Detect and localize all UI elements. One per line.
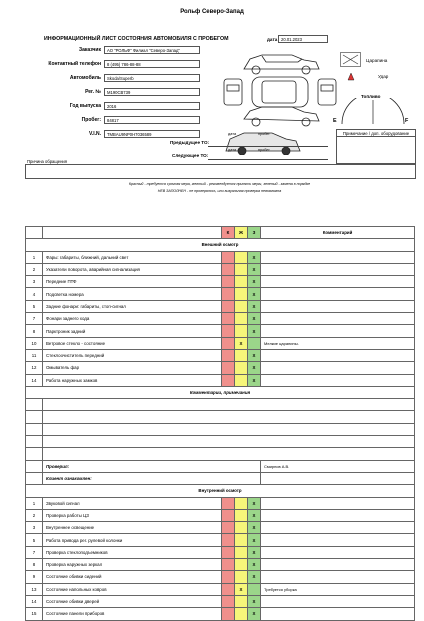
status-cell-g[interactable]	[248, 583, 261, 595]
blank-row	[26, 448, 415, 460]
field-label-4: Год выпуска	[69, 103, 101, 109]
field-value-4[interactable]: 2016	[104, 102, 200, 110]
service-mileage-col: пробег	[258, 132, 270, 136]
status-cell-g[interactable]: X	[248, 608, 261, 620]
row-item-name: Состояние обивки дверей	[43, 595, 222, 607]
row-number: 14	[26, 374, 43, 386]
row-comment[interactable]	[261, 608, 415, 620]
field-label-3: Рег. №	[85, 89, 101, 95]
row-item-name: Внутреннее освещение	[43, 522, 222, 534]
status-cell-y[interactable]: X	[235, 337, 248, 349]
table-row	[26, 534, 415, 546]
status-cell-y[interactable]	[235, 497, 248, 509]
prev-service-label: Предыдущее ТО:	[170, 140, 210, 145]
status-cell-g[interactable]	[248, 337, 261, 349]
table-row	[26, 300, 415, 312]
table-row	[26, 509, 415, 521]
row-comment[interactable]	[261, 300, 415, 312]
row-item-name: Звуковой сигнал	[43, 497, 222, 509]
blank-row	[26, 411, 415, 423]
row-comment[interactable]	[261, 374, 415, 386]
dent-icon	[340, 72, 362, 82]
row-item-name: Проверка стеклоподъемников	[43, 546, 222, 558]
status-cell-r[interactable]	[222, 583, 235, 595]
row-item-name: Состояние напольных ковров	[43, 583, 222, 595]
status-cell-r[interactable]	[222, 325, 235, 337]
section-interior	[26, 485, 415, 497]
row-number: 5	[26, 534, 43, 546]
row-comment[interactable]	[261, 276, 415, 288]
row-item-name: Указатели поворота, аварийная сигнализация	[43, 263, 222, 275]
row-comment[interactable]	[261, 509, 415, 521]
row-comment[interactable]	[261, 571, 415, 583]
table-row	[26, 546, 415, 558]
section-comments	[26, 386, 415, 398]
row-number: 8	[26, 325, 43, 337]
row-comment[interactable]	[261, 497, 415, 509]
notes-label: Примечание / доп. оборудование	[337, 130, 415, 137]
status-cell-y[interactable]	[235, 325, 248, 337]
client-ack-value[interactable]	[261, 472, 415, 484]
row-item-name: Фонари заднего хода	[43, 313, 222, 325]
row-item-name: Парктроник задний	[43, 325, 222, 337]
status-cell-r[interactable]	[222, 534, 235, 546]
status-cell-r[interactable]	[222, 546, 235, 558]
status-cell-r[interactable]	[222, 276, 235, 288]
row-item-name: Состояние обивки сидений	[43, 571, 222, 583]
status-header-row	[26, 227, 415, 239]
sheet-title: ИНФОРМАЦИОННЫЙ ЛИСТ СОСТОЯНИЯ АВТОМОБИЛЯ С ПРОБЕГОМ	[44, 36, 229, 42]
row-number: 7	[26, 313, 43, 325]
status-cell-y[interactable]	[235, 362, 248, 374]
status-cell-g[interactable]: X	[248, 595, 261, 607]
status-cell-y[interactable]	[235, 571, 248, 583]
row-number: 9	[26, 571, 43, 583]
status-yellow-header: Ж	[235, 227, 248, 239]
notes-box[interactable]	[336, 129, 416, 164]
field-label-6: V.I.N.	[88, 131, 101, 137]
status-cell-g[interactable]: X	[248, 509, 261, 521]
status-cell-r[interactable]	[222, 251, 235, 263]
scratch-icon	[340, 52, 362, 68]
field-label-2: Автомобиль	[69, 75, 101, 81]
field-label-5: Пробег:	[81, 117, 101, 123]
status-cell-g[interactable]: X	[248, 559, 261, 571]
row-number: 12	[26, 362, 43, 374]
row-number: 13	[26, 583, 43, 595]
client-ack	[26, 472, 415, 484]
table-row	[26, 362, 415, 374]
status-cell-g[interactable]: X	[248, 349, 261, 361]
table-row	[26, 522, 415, 534]
row-comment[interactable]	[261, 349, 415, 361]
status-cell-r[interactable]	[222, 337, 235, 349]
table-row	[26, 276, 415, 288]
comments-header: Комментарий	[261, 227, 415, 239]
scratch-label: Царапина	[366, 58, 388, 63]
status-cell-r[interactable]	[222, 300, 235, 312]
row-comment[interactable]	[261, 534, 415, 546]
table-row	[26, 325, 415, 337]
status-cell-r[interactable]	[222, 595, 235, 607]
next-service-label: Следующее ТО:	[172, 153, 209, 158]
status-cell-g[interactable]: X	[248, 325, 261, 337]
row-number: 15	[26, 608, 43, 620]
status-cell-y[interactable]	[235, 349, 248, 361]
status-cell-g[interactable]: X	[248, 497, 261, 509]
status-cell-y[interactable]	[235, 522, 248, 534]
row-comment[interactable]	[261, 522, 415, 534]
status-cell-y[interactable]: X	[235, 583, 248, 595]
table-row	[26, 349, 415, 361]
status-cell-y[interactable]	[235, 251, 248, 263]
client-ack-label: Клиент ознакомлен:	[43, 472, 261, 484]
status-cell-g[interactable]: X	[248, 313, 261, 325]
row-item-name: Задние фонари: габариты, стоп-сигнал	[43, 300, 222, 312]
row-number: 1	[26, 251, 43, 263]
status-cell-r[interactable]	[222, 497, 235, 509]
date-label: дата	[267, 37, 278, 42]
dent-label: Удар	[378, 74, 389, 79]
row-number: 10	[26, 337, 43, 349]
status-cell-y[interactable]	[235, 534, 248, 546]
blank-row	[26, 436, 415, 448]
table-row	[26, 583, 415, 595]
visit-reason-label: Причина обращения	[27, 159, 68, 164]
table-row	[26, 608, 415, 620]
status-cell-r[interactable]	[222, 608, 235, 620]
status-cell-g[interactable]: X	[248, 263, 261, 275]
field-value-1[interactable]: 8 (495) 786-88-88	[104, 60, 200, 68]
blank-row	[26, 399, 415, 411]
status-cell-r[interactable]	[222, 288, 235, 300]
status-cell-y[interactable]	[235, 509, 248, 521]
row-comment[interactable]	[261, 559, 415, 571]
row-comment[interactable]	[261, 288, 415, 300]
status-cell-y[interactable]	[235, 263, 248, 275]
row-comment[interactable]	[261, 546, 415, 558]
row-number: 14	[26, 595, 43, 607]
status-cell-g[interactable]: X	[248, 276, 261, 288]
row-number: 2	[26, 263, 43, 275]
status-cell-r[interactable]	[222, 571, 235, 583]
status-cell-r[interactable]	[222, 374, 235, 386]
row-number: 1	[26, 497, 43, 509]
status-cell-g[interactable]: X	[248, 546, 261, 558]
status-cell-r[interactable]	[222, 263, 235, 275]
fuel-gauge	[336, 98, 410, 128]
visit-reason-field[interactable]	[25, 164, 416, 179]
table-row	[26, 288, 415, 300]
status-cell-r[interactable]	[222, 349, 235, 361]
status-cell-r[interactable]	[222, 509, 235, 521]
status-green-header: З	[248, 227, 261, 239]
row-item-name: Ветровое стекло - состояние	[43, 337, 222, 349]
table-row	[26, 251, 415, 263]
checked-by-label: Проверил:	[43, 460, 261, 472]
table-row	[26, 571, 415, 583]
field-value-0[interactable]: АО "РОЛЬФ" Филиал "Северо-Запад"	[104, 46, 200, 54]
row-number: 3	[26, 522, 43, 534]
section-exterior-label: Внешний осмотр	[26, 239, 415, 251]
field-value-6[interactable]: TMBAU9NP0H7036589	[104, 130, 200, 138]
status-cell-y[interactable]	[235, 313, 248, 325]
row-comment[interactable]	[261, 595, 415, 607]
status-cell-y[interactable]	[235, 374, 248, 386]
checked-by-value[interactable]: Смирнов А.В.	[261, 460, 415, 472]
row-comment[interactable]: Мелкие царапины.	[261, 337, 415, 349]
row-item-name: Работа привода рег. рулевой колонки	[43, 534, 222, 546]
table-row	[26, 337, 415, 349]
status-red-header: К	[222, 227, 235, 239]
field-value-5[interactable]: 84817	[104, 116, 200, 124]
status-cell-g[interactable]: X	[248, 522, 261, 534]
section-exterior	[26, 239, 415, 251]
row-number: 7	[26, 546, 43, 558]
legend-line-1: Красный - требуется срочная мера, желтый - рекомендуется принять меры, зеленый - замена в порядке	[128, 182, 311, 186]
fuel-label: Топливо	[361, 94, 381, 99]
status-cell-g[interactable]: X	[248, 362, 261, 374]
fuel-empty-label: E	[333, 118, 337, 124]
status-cell-g[interactable]: X	[248, 300, 261, 312]
row-item-name: Стеклоочиститель передний	[43, 349, 222, 361]
field-label-1: Контактный телефон	[48, 61, 101, 67]
table-row	[26, 263, 415, 275]
status-cell-r[interactable]	[222, 313, 235, 325]
field-value-2[interactable]: Skoda/Superb	[104, 74, 200, 82]
status-cell-r[interactable]	[222, 362, 235, 374]
blank-row	[26, 423, 415, 435]
row-item-name: Фары: габариты, ближний, дальний свет	[43, 251, 222, 263]
table-row	[26, 497, 415, 509]
field-label-0: Заказчик	[78, 47, 101, 53]
status-cell-r[interactable]	[222, 522, 235, 534]
row-number: 11	[26, 349, 43, 361]
row-comment[interactable]	[261, 263, 415, 275]
status-cell-g[interactable]: X	[248, 571, 261, 583]
status-cell-r[interactable]	[222, 559, 235, 571]
status-cell-g[interactable]: X	[248, 534, 261, 546]
status-cell-y[interactable]	[235, 546, 248, 558]
row-item-name: Состояние панели приборов	[43, 608, 222, 620]
checked-by	[26, 460, 415, 472]
row-number: 5	[26, 300, 43, 312]
status-cell-y[interactable]	[235, 276, 248, 288]
row-number: 8	[26, 559, 43, 571]
row-item-name: Подсветка номера	[43, 288, 222, 300]
row-item-name: Проверка наружных зеркал	[43, 559, 222, 571]
table-row	[26, 595, 415, 607]
section-comments-label: Комментарии, примечания	[26, 386, 415, 398]
status-cell-y[interactable]	[235, 300, 248, 312]
row-item-name: Проверка работы ЦЗ	[43, 509, 222, 521]
legend-line-2: НЕВ ЗАПОЛНЕН - не проверялось, или визуальная проверка невозможна	[157, 189, 282, 193]
row-item-name: Работа наружных замков	[43, 374, 222, 386]
inspection-table	[25, 226, 415, 621]
row-number: 4	[26, 288, 43, 300]
row-item-name: Передние ПТФ	[43, 276, 222, 288]
status-cell-y[interactable]	[235, 288, 248, 300]
row-number: 2	[26, 509, 43, 521]
section-interior-label: Внутренний осмотр	[26, 485, 415, 497]
status-cell-y[interactable]	[235, 559, 248, 571]
table-row	[26, 313, 415, 325]
row-comment[interactable]	[261, 325, 415, 337]
status-cell-g[interactable]: X	[248, 374, 261, 386]
next-service-mileage-col: пробег	[258, 148, 270, 152]
car-diagram	[222, 47, 338, 155]
status-cell-y[interactable]	[235, 608, 248, 620]
row-comment[interactable]: Требуется уборка	[261, 583, 415, 595]
row-item-name: Омыватель фар	[43, 362, 222, 374]
status-cell-g[interactable]: X	[248, 288, 261, 300]
table-row	[26, 559, 415, 571]
date-field[interactable]: 20.01.2023	[278, 35, 328, 43]
company-name: Рольф Северо-Запад	[180, 9, 244, 15]
row-comment[interactable]	[261, 362, 415, 374]
status-cell-g[interactable]: X	[248, 251, 261, 263]
row-comment[interactable]	[261, 313, 415, 325]
field-value-3[interactable]: М190СВ739	[104, 88, 200, 96]
service-date-col: дата	[228, 132, 237, 136]
row-comment[interactable]	[261, 251, 415, 263]
next-service-date-col: дата	[228, 148, 237, 152]
fuel-full-label: F	[405, 118, 409, 124]
table-row	[26, 374, 415, 386]
status-cell-y[interactable]	[235, 595, 248, 607]
row-number: 3	[26, 276, 43, 288]
